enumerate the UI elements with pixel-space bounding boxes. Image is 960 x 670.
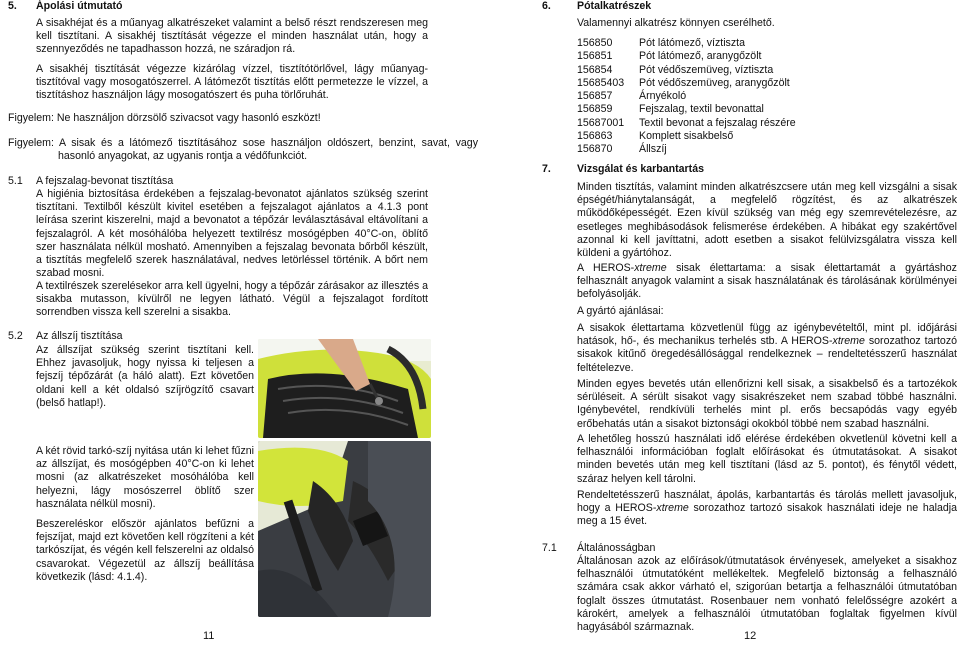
parts-row <box>577 37 796 50</box>
paragraph: Beszereléskor először ajánlatos befűzni a fejszíjat, majd ezt követően kell rögzíteni a két tarkószíjat, és végén kell felszerelni az oldalsó csavarokat. Végezetül az állszíj beállítása következik (lásd: 4.1.4). <box>36 518 254 583</box>
paragraph: Valamennyi alkatrész könnyen cserélhető. <box>577 17 775 29</box>
paragraph: A sisakhéj tisztítását végezze kizárólag vízzel, tisztítótörlővel, lágy műanyag-tisztítóval vagy mosogatószerrel. A látómezőt tisztítás előtt permetezze le vízzel, a tisztításhoz használjon lágy mosogatószert és puha törlőruhát. <box>36 63 428 102</box>
subsection-number: 5.2 <box>8 330 23 342</box>
paragraph: A két rövid tarkó-szíj nyitása után ki lehet fűzni az állszíjat, és mosógépben 40°C-on ki lehet mosni (az alkatrészeket mosóhálóba kell helyezni, lágy mosószerrel öblítő szer használata nélkül mosni). <box>36 445 254 510</box>
part-code: 156863 <box>577 130 613 143</box>
subsection-number: 5.1 <box>8 175 23 187</box>
part-code: 156851 <box>577 50 613 63</box>
paragraph: A textilrészek szerelésekor arra kell ügyelni, hogy a tépőzár zárásakor az illesztés a sisakba mutasson, kívülről ne legyen látható. Végül a fejszalagot fordított sorrendben vissza kell szerelni a sisakba. <box>36 280 428 319</box>
section-number: 7. <box>542 163 551 175</box>
section-title: Ápolási útmutató <box>36 0 123 12</box>
subsection-title: Az állszíj tisztítása <box>36 330 123 342</box>
part-name: Állszíj <box>639 143 667 156</box>
paragraph: A sisakhéjat és a műanyag alkatrészeket valamint a belső részt rendszeresen meg kell tisztítani. A sisakhéj tisztítását végezze el minden használat után, hogy a szennyeződés ne tapadhasson hozzá, ne száradjon rá. <box>36 17 428 56</box>
part-name: Textil bevonat a fejszalag részére <box>639 116 796 129</box>
part-code: 156857 <box>577 90 613 103</box>
part-name: Pót látómező, aranygőzölt <box>639 50 762 63</box>
part-name: Pót védőszemüveg, víztiszta <box>639 63 774 76</box>
part-name: Komplett sisakbelső <box>639 130 734 143</box>
part-name: Pót védőszemüveg, aranygőzölt <box>639 76 790 89</box>
parts-row <box>577 77 796 90</box>
part-code: 156870 <box>577 143 613 156</box>
parts-row <box>577 90 796 103</box>
parts-row <box>577 50 796 63</box>
part-code: 156854 <box>577 63 613 76</box>
page-number: 12 <box>744 630 757 642</box>
spare-parts-table <box>577 37 796 157</box>
subsection-title: A fejszalag-bevonat tisztítása <box>36 175 174 187</box>
paragraph: A lehetőleg hosszú használati idő elérése érdekében okvetlenül követni kell a felhasználói információban foglalt előírásokat és útmutatásokat. A sisakot minden bevetés után meg kell tisztítani (lásd az 5. pontot), és fénytől védett, száraz helyen kell tárolni. <box>577 433 957 485</box>
paragraph: Minden tisztítás, valamint minden alkatrészcsere után meg kell vizsgálni a sisak épségét/hiánytalanságát, a megfelelő rögzítést, és az alkatrészek működőképességét. Ezen kívül szükség van még egy szemrevételezésre, az esetleges meghibásodások felismerése érdekében. A hibákat egy szakértővel azonnal ki kell javíttatni, adott esetben a sisakot felülvizsgálatra vissza kell küldeni a gyártóhoz. <box>577 181 957 260</box>
paragraph: A gyártó ajánlásai: <box>577 305 664 317</box>
section-number: 5. <box>8 0 17 12</box>
parts-row <box>577 64 796 77</box>
chin-strap-photo <box>258 441 431 617</box>
subsection-number: 7.1 <box>542 542 557 554</box>
subsection-title: Általánosságban <box>577 542 656 554</box>
section-title: Pótalkatrészek <box>577 0 652 12</box>
paragraph: A HEROS-xtreme sisak élettartama: a sisak élettartamát a gyártáshoz felhasznált anyagok valamint a sisak használatának és tárolásának körülményei befolyásolják. <box>577 262 957 301</box>
page-number: 11 <box>203 630 215 642</box>
part-code: 156859 <box>577 103 613 116</box>
warning-text: Figyelem: Ne használjon dörzsölő szivacsot vagy hasonló eszközt! <box>8 112 321 124</box>
part-name: Fejszalag, textil bevonattal <box>639 103 764 116</box>
part-code: 15687001 <box>577 116 625 129</box>
warning-text: Figyelem: A sisak és a látómező tisztításához sose használjon oldószert, benzint, savat, vagy hasonló anyagokat, az ugyanis rontja a védőfunkciót. <box>8 137 478 163</box>
section-title: Vizsgálat és karbantartás <box>577 163 704 175</box>
part-name: Árnyékoló <box>639 90 687 103</box>
paragraph: Az állszíjat szükség szerint tisztítani kell. Ehhez javasoljuk, hogy nyissa ki teljesen a fejszíj tépőzárát (a háló alatt). Ezt követően oldani kell a két oldalsó szíjrögzítő csavart (belső hatlap!). <box>36 344 254 409</box>
part-code: 15685403 <box>577 76 625 89</box>
parts-row <box>577 103 796 116</box>
paragraph: A higiénia biztosítása érdekében a fejszalag-bevonatot ajánlatos szükség szerint tisztítani. Textilből készült kivitel esetében a fejszalagot ajánlatos a 4.1.3 pont leírása szerint kiszerelni, majd a bevonatot a tépőzár leválasztásával eltávolítani a fejszalagról. A két mosóhálóba helyezett textilrész mosógépben 40°C-on, öblítő szer használata nélkül mosható. Amennyiben a fejszalag bevonata bőrből készült, a tisztítás megfelelő szerek használatával, nedves letörléssel történik. A bőrt nem szabad mosni. <box>36 188 428 280</box>
helmet-inner-screw-photo <box>258 339 431 438</box>
paragraph: A sisakok élettartama közvetlenül függ az igénybevételtől, mint pl. időjárási hatások, hő-, és mechanikus terhelés stb. A HEROS-xtreme sorozathoz tartozó sisakok kitűnő öregedésállósággal rendelkeznek – rendeltetésszerű használat feltételezve. <box>577 322 958 374</box>
part-code: 156850 <box>577 37 613 49</box>
paragraph: Minden egyes bevetés után ellenőrizni kell sisak, a sisakbelső és a tartozékok sérüléseit. A sérült sisakot vagy sisakrészeket nem szabad többé használni. Igénybevétel, rendkívüli terhelés mint pl. erős becsapódás vagy egyéb erőbehatás után a sisakot biztonsági okokból többé nem szabad használni. <box>577 378 957 430</box>
parts-row <box>577 117 796 130</box>
part-name: Pót látómező, víztiszta <box>639 37 745 49</box>
section-number: 6. <box>542 0 551 12</box>
paragraph: Rendeltetésszerű használat, ápolás, karbantartás és tárolás mellett javasoljuk, hogy a HEROS-xtreme sorozathoz tartozó sisakok használati ideje ne haladja meg a 15 évet. <box>577 489 958 528</box>
parts-row <box>577 130 796 143</box>
parts-row <box>577 143 796 156</box>
paragraph: Általánosan azok az előírások/útmutatások érvényesek, amelyeket a sisakhoz felhasználói útmutatóként mellékeltek. Megfelelő biztonság a felhasználó számára csak akkor várható el, szigorúan betartja a felhasználói útmutatóban foglalt összes útmutatást. Rosenbauer nem vonható felelősségre azokért a károkért, amelyek a felhasználói útmutatóban foglaltak figyelmen kívül hagyásából származnak. <box>577 555 957 634</box>
